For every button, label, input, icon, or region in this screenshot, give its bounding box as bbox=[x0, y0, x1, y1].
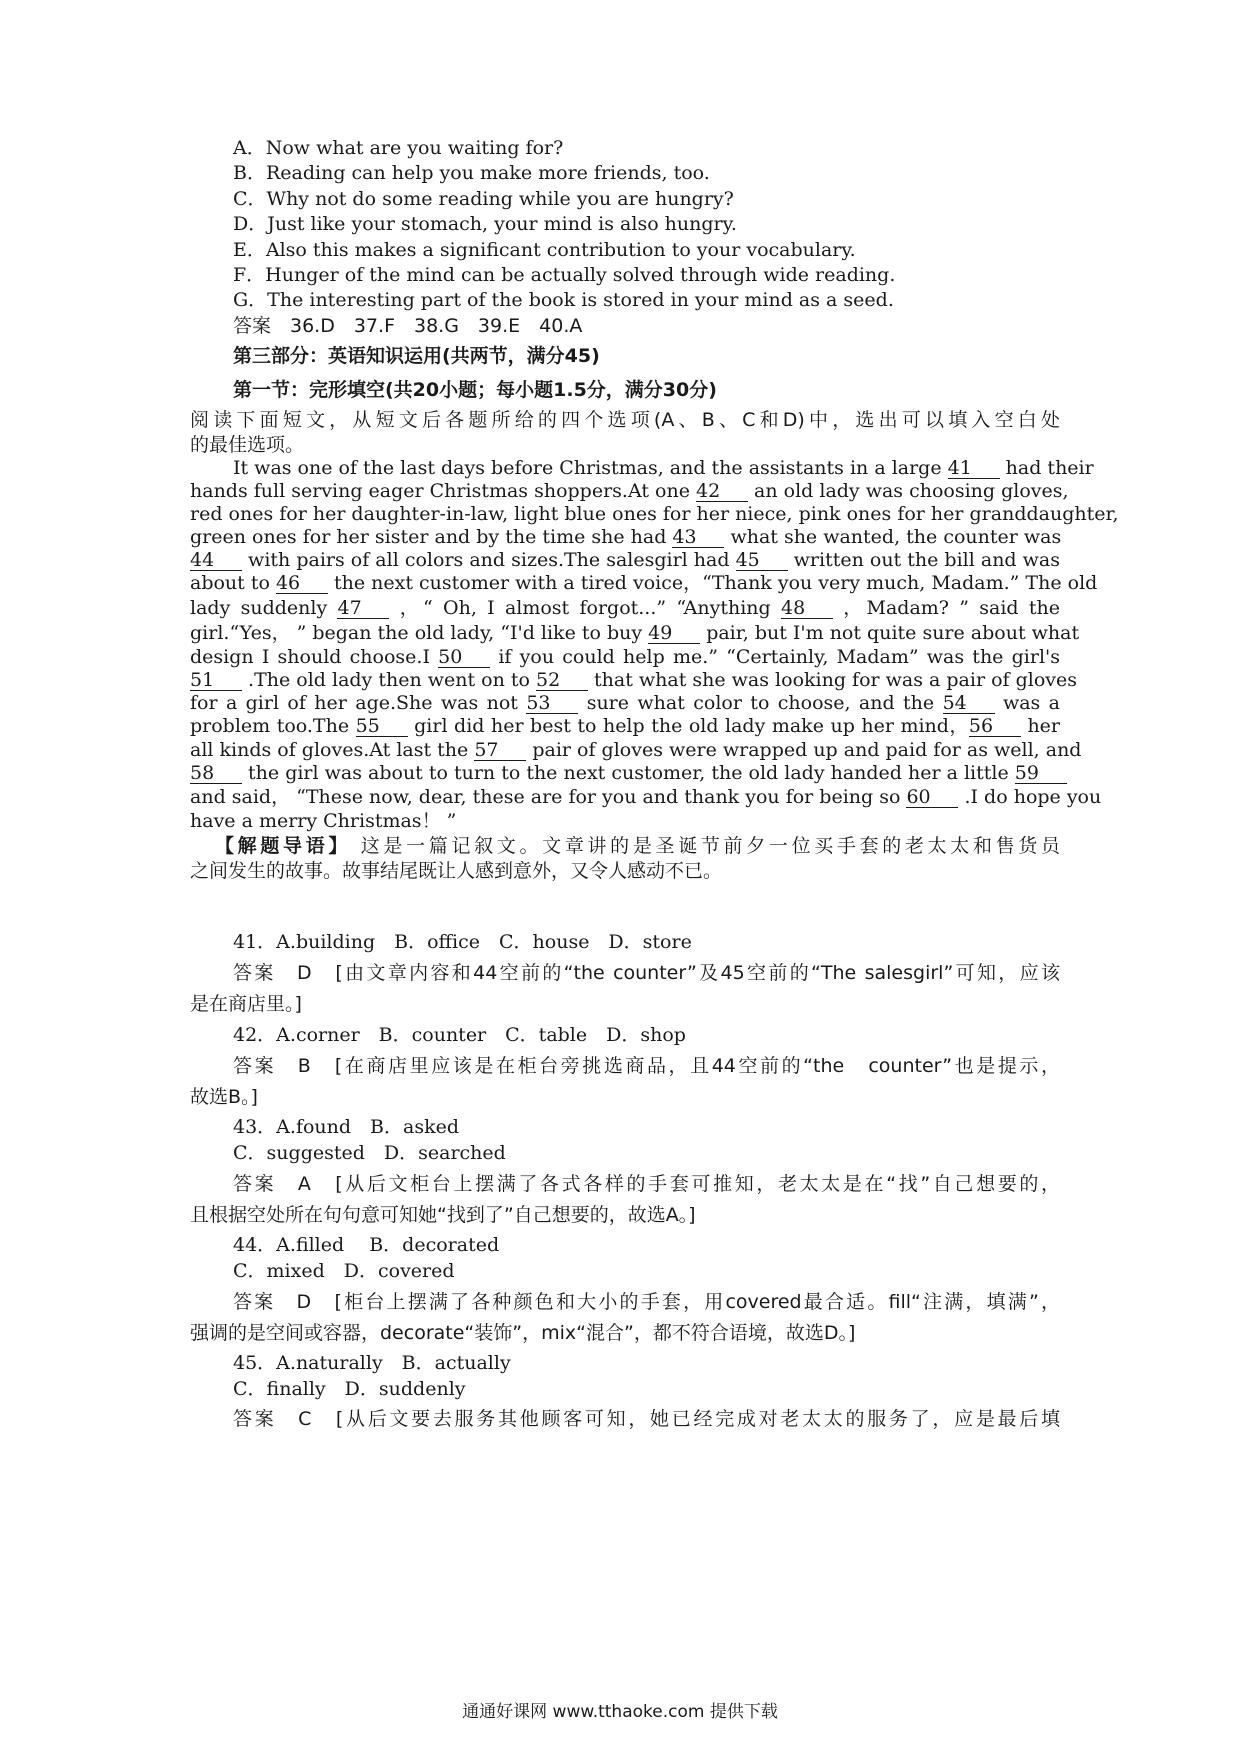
guide-label: 【解题导语】 bbox=[215, 835, 352, 857]
option-b: B．Reading can help you make more friends, too. bbox=[233, 162, 710, 184]
passage-line: about to 46 the next customer with a tired voice，“Thank you very much, Madam.” The old bbox=[190, 572, 1098, 594]
answer-36-40: 答案 36.D 37.F 38.G 39.E 40.A bbox=[233, 315, 583, 337]
option-g: G．The interesting part of the book is stored in your mind as a seed. bbox=[233, 289, 894, 311]
question-43: 43．A.found B．asked bbox=[233, 1116, 460, 1138]
question-45: C．finally D．suddenly bbox=[233, 1378, 466, 1400]
question-44: C．mixed D．covered bbox=[233, 1260, 455, 1282]
blank-59: 59 bbox=[1015, 763, 1067, 784]
blank-60: 60 bbox=[906, 787, 958, 808]
blank-44: 44 bbox=[190, 550, 242, 571]
question-42: 42．A.corner B．counter C．table D．shop bbox=[233, 1024, 686, 1046]
option-f: F．Hunger of the mind can be actually solved through wide reading. bbox=[233, 264, 896, 286]
blank-56: 56 bbox=[969, 716, 1021, 737]
option-d: D．Just like your stomach, your mind is also hungry. bbox=[233, 213, 737, 235]
passage-line: 44 with pairs of all colors and sizes.The salesgirl had 45 written out the bill and was bbox=[190, 549, 1060, 571]
guide-line: 【解题导语】 这是一篇记叙文。文章讲的是圣诞节前夕一位买手套的老太太和售货员 bbox=[215, 835, 1060, 857]
passage-line: red ones for her daughter-in-law, light blue ones for her niece, pink ones for her granddaughter, bbox=[190, 503, 1119, 525]
blank-54: 54 bbox=[943, 693, 995, 714]
answer-42: 答案 B [在商店里应该是在柜台旁挑选商品，且44空前的“the counter”也是提示， bbox=[233, 1055, 1060, 1077]
blank-46: 46 bbox=[276, 573, 328, 594]
section1-title: 第一节：完形填空(共20小题；每小题1.5分，满分30分) bbox=[233, 379, 717, 401]
answer-44: 答案 D [柜台上摆满了各种颜色和大小的手套，用covered最合适。fill“注满，填满”， bbox=[233, 1291, 1060, 1313]
answer-41: 是在商店里。] bbox=[190, 993, 302, 1015]
question-45: 45．A.naturally B．actually bbox=[233, 1352, 511, 1374]
blank-43: 43 bbox=[672, 527, 724, 548]
blank-50: 50 bbox=[438, 647, 490, 668]
passage-line: all kinds of gloves.At last the 57 pair of gloves were wrapped up and paid for as well, and bbox=[190, 739, 1082, 761]
page-footer: 通通好课网 www.tthaoke.com 提供下载 bbox=[462, 1702, 778, 1722]
blank-47: 47 bbox=[337, 598, 389, 619]
answer-43: 答案 A [从后文柜台上摆满了各式各样的手套可推知，老太太是在“找”自己想要的， bbox=[233, 1173, 1060, 1195]
passage-line: design I should choose.I 50 if you could help me.” “Certainly, Madam” was the girl's bbox=[190, 646, 1061, 668]
instructions-line: 的最佳选项。 bbox=[190, 434, 305, 456]
passage-line: girl.“Yes， ” began the old lady, “I'd like to buy 49 pair, but I'm not quite sure about what bbox=[190, 622, 1080, 644]
question-41: 41．A.building B．office C．house D．store bbox=[233, 931, 692, 953]
option-a: A．Now what are you waiting for? bbox=[233, 137, 564, 159]
passage-line: and said， “These now, dear, these are for you and thank you for being so 60 .I do hope you bbox=[190, 786, 1102, 808]
passage-line: green ones for her sister and by the time she had 43 what she wanted, the counter was bbox=[190, 526, 1062, 548]
passage-line: 58 the girl was about to turn to the next customer, the old lady handed her a little 59 bbox=[190, 761, 1060, 785]
answer-41: 答案 D [由文章内容和44空前的“the counter”及45空前的“The salesgirl”可知，应该 bbox=[233, 962, 1060, 984]
question-43: C．suggested D．searched bbox=[233, 1142, 506, 1164]
answer-42: 故选B。] bbox=[190, 1086, 258, 1108]
passage-line: lady suddenly 47 ，“ Oh, I almost forgot...” “Anything 48 ，Madam? ” said the bbox=[190, 597, 1060, 619]
blank-45: 45 bbox=[736, 550, 788, 571]
passage-line: It was one of the last days before Christmas, and the assistants in a large 41 had their bbox=[233, 457, 1094, 479]
blank-51: 51 bbox=[190, 670, 242, 691]
question-44: 44．A.filled B．decorated bbox=[233, 1234, 500, 1256]
answer-43: 且根据空处所在句句意可知她“找到了”自己想要的，故选A。] bbox=[190, 1204, 696, 1226]
instructions-line: 阅读下面短文，从短文后各题所给的四个选项(A、B、C和D)中，选出可以填入空白处 bbox=[190, 409, 1060, 431]
answer-44: 强调的是空间或容器，decorate“装饰”，mix“混合”，都不符合语境，故选D。] bbox=[190, 1322, 856, 1344]
blank-41: 41 bbox=[948, 458, 1000, 479]
option-e: E．Also this makes a significant contribution to your vocabulary. bbox=[233, 239, 856, 261]
passage-line: for a girl of her age.She was not 53 sure what color to choose, and the 54 was a bbox=[190, 692, 1060, 714]
blank-49: 49 bbox=[648, 623, 700, 644]
guide-line: 之间发生的故事。故事结尾既让人感到意外，又令人感动不已。 bbox=[190, 860, 723, 882]
blank-57: 57 bbox=[474, 740, 526, 761]
blank-58: 58 bbox=[190, 763, 242, 784]
option-c: C．Why not do some reading while you are hungry? bbox=[233, 188, 734, 210]
blank-48: 48 bbox=[781, 598, 833, 619]
passage-line: have a merry Christmas！ ” bbox=[190, 810, 457, 832]
answer-45: 答案 C [从后文要去服务其他顾客可知，她已经完成对老太太的服务了，应是最后填 bbox=[233, 1408, 1060, 1430]
part3-title: 第三部分：英语知识运用(共两节，满分45) bbox=[233, 345, 600, 367]
blank-55: 55 bbox=[356, 716, 408, 737]
blank-53: 53 bbox=[526, 693, 578, 714]
passage-line: 51 .The old lady then went on to 52 that what she was looking for was a pair of gloves bbox=[190, 669, 1077, 691]
passage-line: problem too.The 55 girl did her best to help the old lady make up her mind，56 her bbox=[190, 715, 1061, 737]
blank-52: 52 bbox=[536, 670, 588, 691]
blank-42: 42 bbox=[696, 481, 748, 502]
passage-line: hands full serving eager Christmas shoppers.At one 42 an old lady was choosing gloves, bbox=[190, 480, 1069, 502]
